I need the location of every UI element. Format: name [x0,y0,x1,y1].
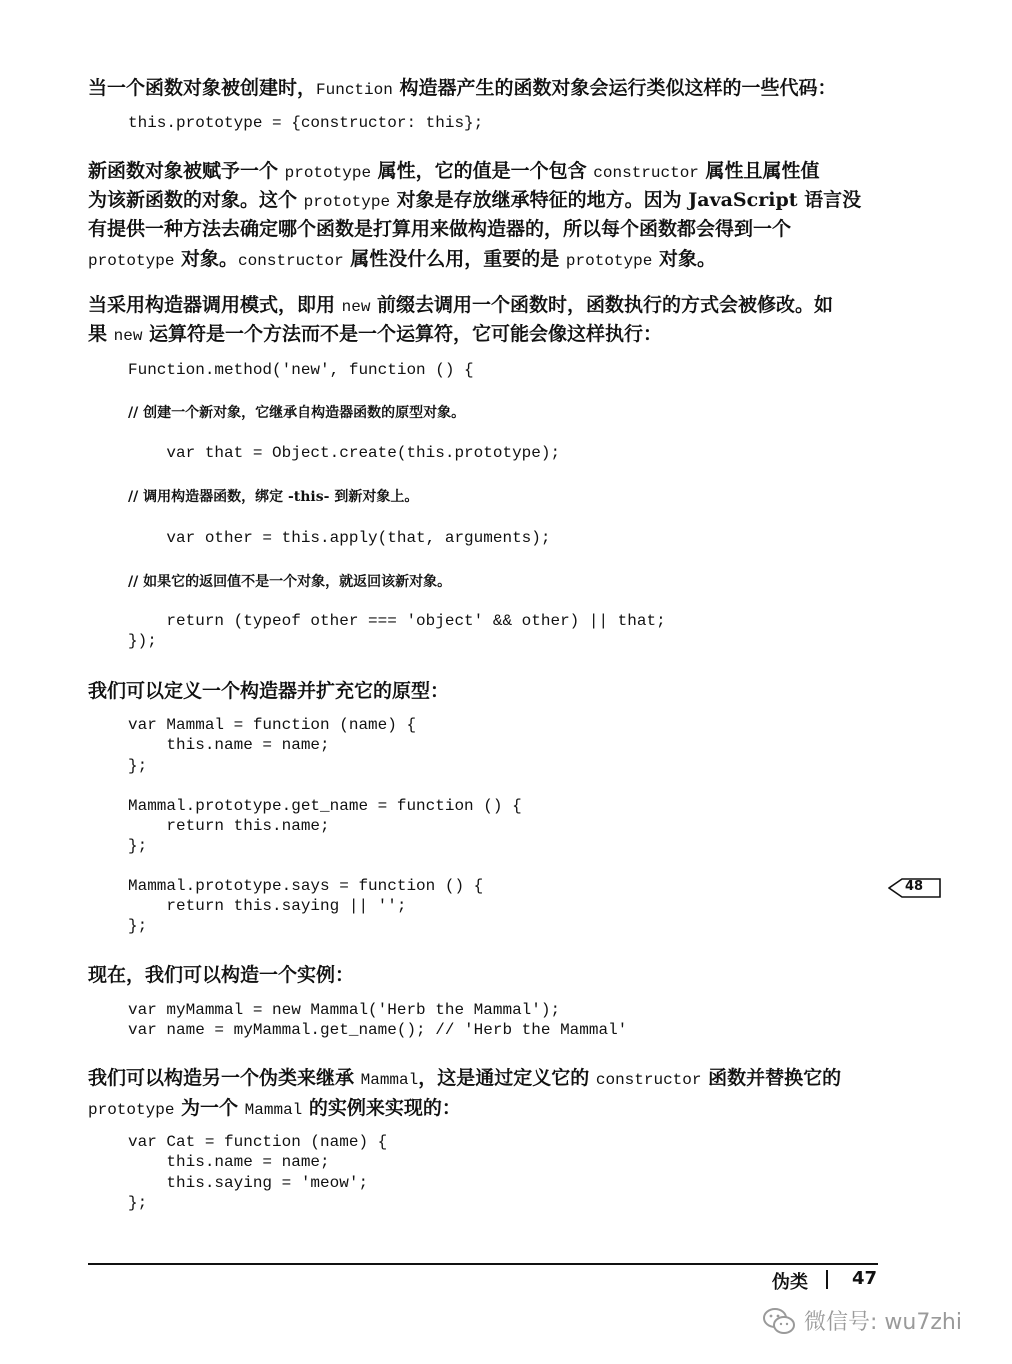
code-line: var other = this.apply(that, arguments); [128,529,551,547]
code-comment: // 如果它的返回值不是一个对象，就返回该新对象。 [128,574,452,590]
code-line: Mammal.prototype.get_name = function () { [128,797,522,815]
paragraph-line: 我们可以构造另一个伪类来继承 Mammal，这是通过定义它的 constructor 函数并替换它的 [88,1067,842,1089]
footer-rule [88,1263,878,1265]
code-line: }; [128,1194,148,1212]
paragraph-line: 有提供一种方法去确定哪个函数是打算用来做构造器的，所以每个函数都会得到一个 [88,218,792,240]
watermark-text: 微信号: wu7zhi [804,1310,962,1335]
paragraph-line: 我们可以定义一个构造器并扩充它的原型： [88,680,450,702]
code-line: var Cat = function (name) { [128,1133,388,1151]
code-line: var Mammal = function (name) { [128,716,417,734]
code-line: var name = myMammal.get_name(); // 'Herb the Mammal' [128,1021,628,1039]
code-line: }; [128,917,148,935]
code-line: var that = Object.create(this.prototype); [128,444,561,462]
footer-separator [826,1270,828,1289]
code-line: return (typeof other === 'object' && other) || that; [128,612,666,630]
code-line: return this.saying || ''; [128,897,407,915]
watermark [762,1305,962,1336]
code-line: return this.name; [128,817,330,835]
paragraph-line: 当一个函数对象被创建时，Function 构造器产生的函数对象会运行类似这样的一些代码： [88,77,837,99]
paragraph-line: 为该新函数的对象。这个 prototype 对象是存放继承特征的地方。因为 JavaScript 语言没 [88,189,862,211]
code-comment: // 创建一个新对象，它继承自构造器函数的原型对象。 [128,405,466,421]
wechat-icon [762,1306,796,1336]
code-line: Mammal.prototype.says = function () { [128,877,484,895]
paragraph-line: prototype 对象。constructor 属性没什么用，重要的是 prototype 对象。 [88,248,716,270]
paragraph-line: 果 new 运算符是一个方法而不是一个运算符，它可能会像这样执行： [88,323,663,345]
code-line: this.name = name; [128,1153,330,1171]
code-line: }); [128,632,157,650]
code-line: this.prototype = {constructor: this}; [128,114,484,132]
code-line: this.saying = 'meow'; [128,1174,369,1192]
code-line: Function.method('new', function () { [128,361,474,379]
code-line: this.name = name; [128,736,330,754]
code-comment: // 调用构造器函数，绑定 -this- 到新对象上。 [128,489,419,505]
paragraph-line: 现在，我们可以构造一个实例： [88,964,355,986]
code-line: }; [128,757,148,775]
paragraph-line: 当采用构造器调用模式，即用 new 前缀去调用一个函数时，函数执行的方式会被修改。如 [88,294,834,316]
paragraph-line: prototype 为一个 Mammal 的实例来实现的： [88,1097,461,1119]
paragraph-line: 新函数对象被赋予一个 prototype 属性，它的值是一个包含 constructor 属性且属性值 [88,160,820,182]
code-line: }; [128,837,148,855]
code-line: var myMammal = new Mammal('Herb the Mammal'); [128,1001,561,1019]
footer-section-title: 伪类 [772,1272,808,1293]
page-number: 47 [852,1268,878,1289]
page-marker-number: 48 [905,879,924,894]
